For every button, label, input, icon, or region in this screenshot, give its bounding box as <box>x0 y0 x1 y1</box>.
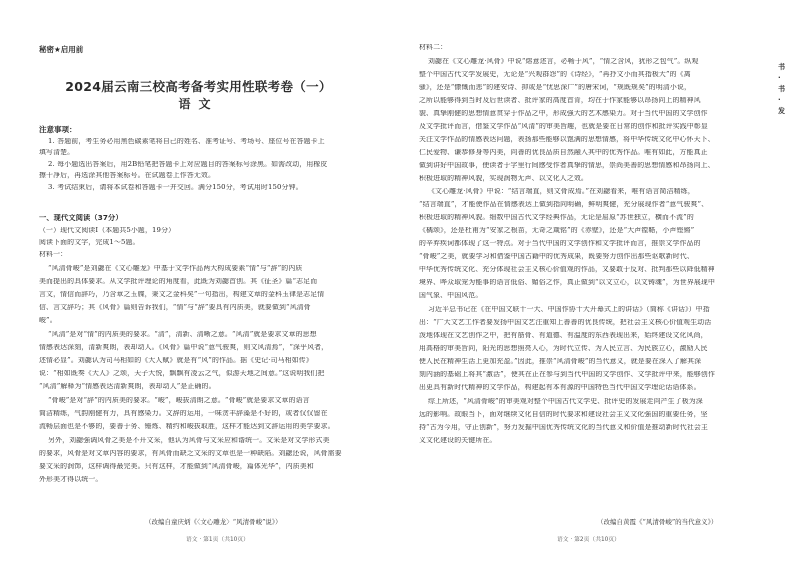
body-line: 信、言文辞巧；其《风骨》篇则告诉我们，“情”与“辞”要具有内质美，就要做到“风清骨 <box>39 304 311 311</box>
body-line: 用高格的审美旨向，阳光的思想照亮人心，为时代立传、为人民立言、为民族立心，激励人民 <box>419 345 708 352</box>
body-line: 综上所述，“风清骨峻”的审美观对整个中国古代文学史、批评史的发展走向产生了极为深 <box>428 398 703 405</box>
body-line: 泼地体现在文艺创作之中，把有筋骨、有道德、有温度的东西表现出来，始终建设文化风尚， <box>419 332 708 339</box>
body-line: “结言端直”，才能使作品在情感表达上做到指向明确，鲜明爽健，充分展现作者“意气骏爽”、 <box>419 201 709 208</box>
material-label: 材料二： <box>419 44 448 51</box>
source-citation: （改编自童庆炳《〈文心雕龙〉“风清骨峻”说》） <box>145 518 282 526</box>
body-line: 持“古为今用，守正创新”，努力发掘中国优秀传统文化的当代意义和价值是推动新时代社会主 <box>419 424 708 431</box>
body-line: “风清”解释为“情感表达清新爽朗，表却动人”是正确的。 <box>39 383 216 390</box>
body-line: 之所以能够得到当时及后世读者、批评家的高度首肯，均在于作家能够以昂扬向上的精神风 <box>419 97 701 104</box>
body-line: 仁民爱物、谦恭修身等内美，向善的优良品质自然融入其中的优秀作品。唯有如此，方能真正 <box>419 149 708 156</box>
body-line: “骨峻”之美，就要学习和借鉴中国古籍中的优秀成果，既要努力创作出那些讴歌新时代、 <box>419 253 694 260</box>
body-line: 情感表达深刻，清新爽朗，表却动人。《风骨》篇中说“意气骏爽，则文风清焉”，“深乎风者， <box>39 344 329 351</box>
section-heading: 一、现代文阅读（37分） <box>39 214 123 222</box>
body-line: 言文，情信而辞巧，乃含章之玉牒，秉文之金科矣”一句指出，构建文章的金科玉律是志足情 <box>39 291 325 298</box>
body-line: 使人民在精神生活上更加充盈。”因此，推崇“风清骨峻”的当代意义，就是要在深入了解其深 <box>419 358 702 365</box>
body-line: 刘勰在《文心雕龙·风骨》中说“熔意述言，必畅于风”，“情之含风，犹形之包气”。纵观 <box>428 58 699 65</box>
notice-line: 2. 每小题选出答案后，用2B铅笔把答题卡上对应题目的答案标号涂黑。如需改动，用橡皮 <box>48 161 328 168</box>
body-line: 整个中国古代文学发展史，无论是“兴观群怨”的《诗经》，“再抒文小而其指极大”的《离 <box>419 71 691 78</box>
notice-heading: 注意事项： <box>39 125 77 134</box>
binding-edge-tag: 书 · 书 · 发 <box>778 63 785 115</box>
body-line: “风清骨峻”是刘勰在《文心雕龙》中基于文学作品两大构成要素“情”与“辞”的内质 <box>48 265 303 272</box>
notice-line: 填写清楚。 <box>39 149 75 156</box>
page-footer: 语文 · 第1页（共10页） <box>186 537 249 543</box>
page-footer: 语文 · 第2页（共10页） <box>557 537 620 543</box>
body-line: “风清”是对“情”的内质美的要求。“清”，清新、清晰之意。“风清”就是要求文章的思想 <box>48 331 317 338</box>
body-line: 出更具有新时代精神的文学作品，构建起有本有源的中国特色当代中国文学理论话语体系。 <box>419 384 701 391</box>
body-line: 述情必显”。刘勰认为司马相如的《大人赋》就是有“风”的作品。据《史记·司马相如传》 <box>39 357 313 364</box>
notice-line: 1. 答题前，考生务必用黑色碳素笔将自己的姓名、准考证号、考场号、座位号在答题卡上 <box>48 138 325 145</box>
body-line: 貌、真挚刚健的思想情意贯穿于作品之中，形成强大的艺术感染力。对于当代中国的文学创作 <box>419 110 708 117</box>
body-line: 及文学批评而言，借鉴文学作品“风清”的审美旨趣，也就是要在日常的创作和批评实践中彰显 <box>419 123 708 130</box>
body-line: 简洁精练，气韵刚健有力，具有感染力。文辞的运用，一味贪丰辞藻是不好的，或者仅仅留在 <box>39 410 328 417</box>
body-line: 《文心雕龙·风骨》中说：“结言端直，则文骨成焉。”在刘勰看来，唯有语言简洁精练， <box>428 188 695 195</box>
confidential-seal: 秘密★启用前 <box>39 45 84 54</box>
body-line: 外形美才得以统一。 <box>39 476 103 483</box>
body-line: 积极进取的精神风貌。细数中国古代文学经典作品，无论是屈原“苏世独立，横而不流”的 <box>419 214 694 221</box>
body-line: 美而提出的具体要求。从文学批评理论的角度看，此既为刘勰首创。其《征圣》篇“志足而 <box>39 278 318 285</box>
body-line: 国气象、中国风范。 <box>419 292 483 299</box>
body-line: 做到讲好中国故事，使读者于字里行间感受作者真挚的情思，崇尚美善的思想情感和昂扬向上、 <box>419 162 715 169</box>
source-citation: （改编自黄霞《“风清骨峻”的当代意义》） <box>597 518 718 526</box>
body-line: 中华优秀传统文化、充分体现社会主义核心价值观的作品，又要敢于反对、批判那些以降低精神 <box>419 266 715 273</box>
subject-title: 语文 <box>178 97 219 111</box>
body-line: 的要求，风骨是对文章内容的要求，有风骨而缺乏文采的文章也是一种缺陷。刘勰还说，风骨需要 <box>39 450 342 457</box>
material-label: 材料一： <box>39 251 68 258</box>
body-line: 刻内涵的基础上将其“激活”，使其在正在参与到当代中国的文学创作、文学批评中来，能够创作 <box>419 371 716 378</box>
body-line: 的辛弃疾词都体现了这一特点。对于当代中国的文学创作和文学批评而言，推崇文学作品的 <box>419 240 701 247</box>
body-line: 要文采的润饰，这样调得最完美。只有这样，才能做到“风清骨峻，篇体光华”，内质美和 <box>39 463 314 470</box>
body-line: 另外，刘勰强调风骨之美是不开文采，他认为风骨与文采应和谐统一。文采是对文学形式美 <box>48 437 330 444</box>
body-line: 峻”。 <box>39 317 57 324</box>
body-line: 说：“相如既奏《大人》之颂，天子大悦，飘飘有凌云之气，似游天地之间意。”这说明我们把 <box>39 370 325 377</box>
body-line: 流畅层面也是不够的，要善于务、锤炼、精约和峻拔取胜，这样才能达到文辞运用的美学要求。 <box>39 423 335 430</box>
body-line: 习近平总书记在《在中国文联十一大、中国作协十大开幕式上的讲话》（简称《讲话》）中指 <box>428 306 710 313</box>
body-line: 骚》，还是“慷慨而悲”的建安诗、抑或是“忧思深广”的唐宋词，“规既规矣”的明清小说， <box>419 84 692 91</box>
notice-line: 3. 考试结束后，请将本试卷和答题卡一并交回。满分150分，考试用时150分钟。 <box>48 184 303 191</box>
body-line: 远的影响。故眼当下，面对继续文化自信的时代要求和建设社会主义文化强国的重要任务，坚 <box>419 411 708 418</box>
body-line: 关注文学作品的情感表达问题，表扬那些能够以饱满的思想情感，将中华传统文化中心怀天下、 <box>419 136 715 143</box>
body-line: “骨峻”是对“辞”的内质美的要求。“峻”，峻拔清朗之意。“骨峻”就是要求文章的语言 <box>48 397 310 404</box>
body-line: 出：“广大文艺工作者要发扬中国文艺注重知上善善的优良传统，把社会主义核心价值观生动活 <box>419 319 712 326</box>
exam-page-right <box>397 0 794 562</box>
reading-instruction: 阅读下面的文字，完成1～5题。 <box>39 239 140 246</box>
notice-line: 擦干净后，再选涂其他答案标号。在试题卷上作答无效。 <box>39 172 216 179</box>
body-line: 义文化建设的关键所在。 <box>419 437 497 444</box>
exam-title: 2024届云南三校高考备考实用性联考卷（一） <box>65 79 332 94</box>
subsection-heading: （一）现代文阅读Ⅰ（本题共5小题，19分） <box>39 227 176 234</box>
body-line: 境界、哗众取宠为能事的语言低俗、媚俗之作，真正做到“以文立心，以文铸魂”，为世界展现中 <box>419 279 716 286</box>
body-line: 《橘颂》，还是杜甫为“安家之根苗，无奇之箴铭”的《赤壁》，还是“大声镗鞳，小声铿锵” <box>419 227 695 234</box>
body-line: 积极进取的精神风貌，实现润物无声、以文化人之效。 <box>419 175 588 182</box>
